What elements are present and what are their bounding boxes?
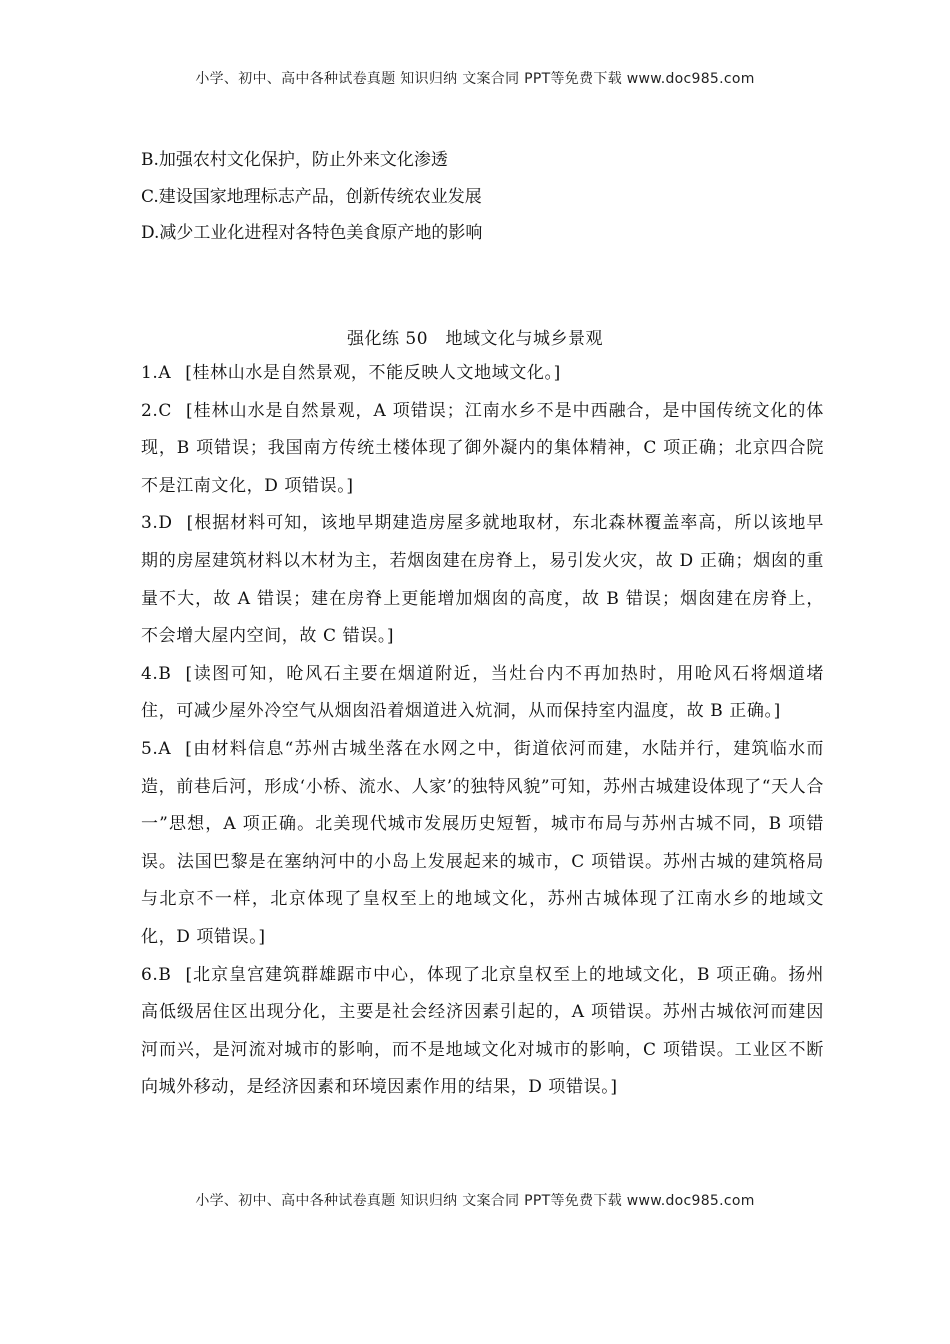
options-list	[141, 142, 821, 252]
answer-number: 2.C	[141, 400, 173, 421]
answer-number: 6.B	[141, 964, 172, 985]
option-b: B.加强农村文化保护，防止外来文化渗透	[141, 150, 448, 170]
answer-text: [北京皇宫建筑群雄踞市中心，体现了北京皇权至上的地域文化，B 项正确。扬州高低级居住区出现分化，主要是社会经济因素引起的，A 项错误。苏州古城依河而建因河而兴，是河流对城市的影响，而不是地域文化对城市的影响，C 项错误。工业区不断向城外移动，是经济因素和环境因素作用的结果，D 项错误。]	[141, 964, 824, 1098]
answer-number: 3.D	[141, 513, 173, 534]
answer-number: 4.B	[141, 663, 172, 684]
answer-item	[141, 505, 824, 655]
footer-banner: 小学、初中、高中各种试卷真题 知识归纳 文案合同 PPT等免费下载 www.doc985.com	[195, 1193, 755, 1209]
answer-text: [桂林山水是自然景观，不能反映人文地域文化。]	[185, 363, 561, 383]
answer-item	[141, 957, 824, 1107]
answer-text: [桂林山水是自然景观，A 项错误；江南水乡不是中西融合，是中国传统文化的体现，B 项错误；我国南方传统土楼体现了御外凝内的集体精神，C 项正确；北京四合院不是江南文化，D 项错误。]	[141, 400, 824, 496]
header-banner: 小学、初中、高中各种试卷真题 知识归纳 文案合同 PPT等免费下载 www.doc985.com	[195, 71, 755, 87]
option-d: D.减少工业化进程对各特色美食原产地的影响	[141, 223, 483, 243]
section-title: 强化练 50 地域文化与城乡景观	[346, 329, 604, 349]
answer-item	[141, 656, 824, 731]
answer-number: 1.A	[141, 363, 172, 383]
answer-text: [根据材料可知，该地早期建造房屋多就地取材，东北森林覆盖率高，所以该地早期的房屋建筑材料以木材为主，若烟囱建在房脊上，易引发火灾，故 D 正确；烟囱的重量不大，故 A 错误；建在房脊上更能增加烟囱的高度，故 B 错误；烟囱建在房脊上，不会增大屋内空间，故 C 错误。]	[141, 513, 824, 647]
option-c: C.建设国家地理标志产品，创新传统农业发展	[141, 186, 482, 207]
answer-item	[141, 393, 824, 506]
answer-item	[141, 731, 824, 957]
answer-text: [由材料信息“苏州古城坐落在水网之中，街道依河而建，水陆并行，建筑临水而造，前巷后河，形成‘小桥、流水、人家’的独特风貌”可知，苏州古城建设体现了“天人合一”思想，A 项正确。北美现代城市发展历史短暂，城市布局与苏州古城不同，B 项错误。法国巴黎是在塞纳河中的小岛上发展起来的城市，C 项错误。苏州古城的建筑格局与北京不一样，北京体现了皇权至上的地域文化，苏州古城体现了江南水乡的地域文化，D 项错误。]	[141, 738, 824, 947]
answer-list	[141, 355, 824, 1107]
answer-text: [读图可知，呛风石主要在烟道附近，当灶台内不再加热时，用呛风石将烟道堵住，可减少屋外冷空气从烟囱沿着烟道进入炕洞，从而保持室内温度，故 B 正确。]	[141, 663, 824, 722]
answer-number: 5.A	[141, 738, 172, 759]
answer-item	[141, 355, 824, 393]
